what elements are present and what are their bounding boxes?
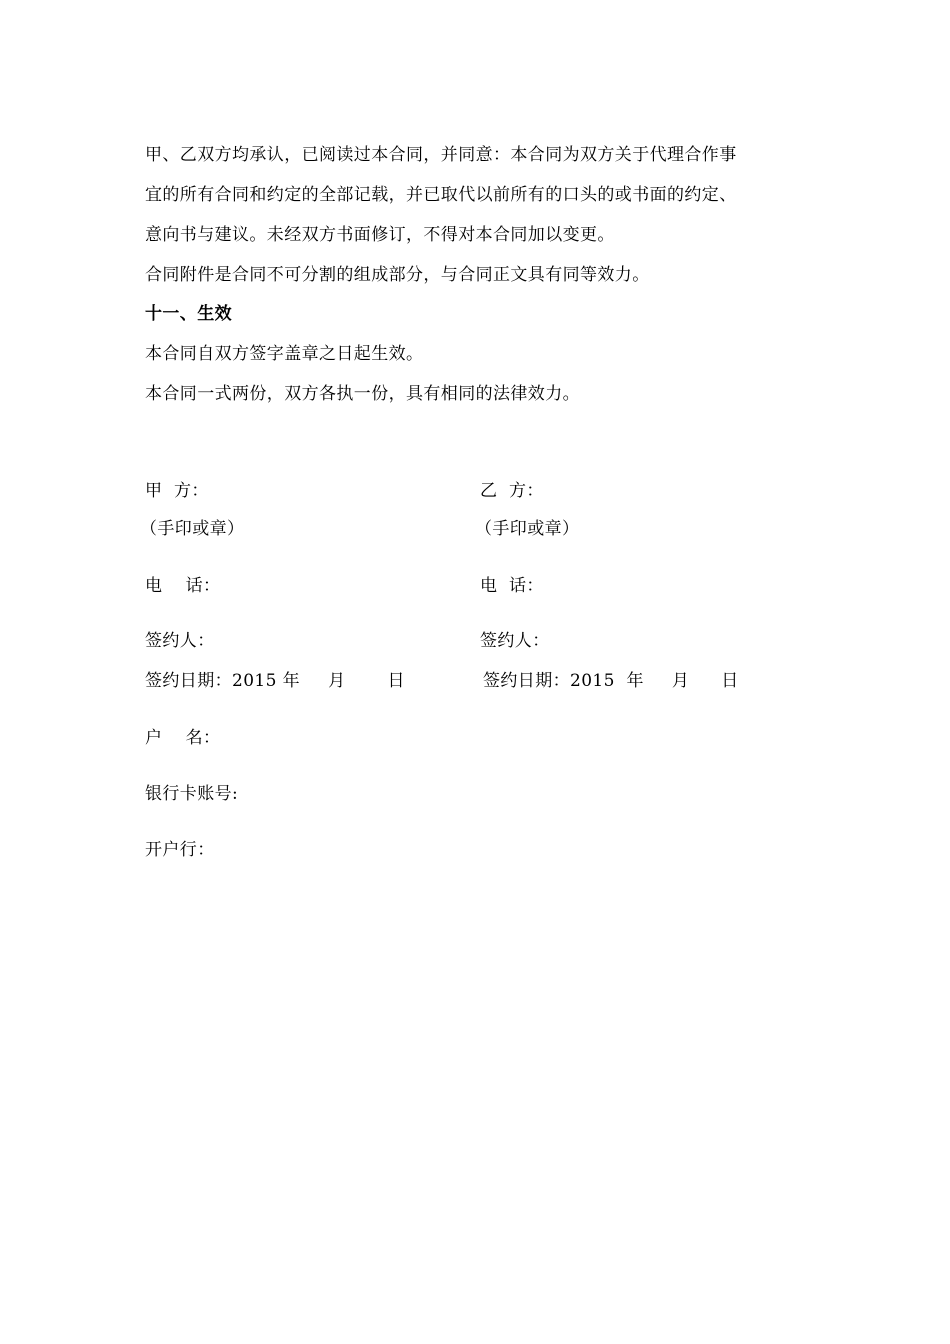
section-heading-effectiveness: 十一、生效 <box>145 304 232 324</box>
party-a-seal: （手印或章） <box>140 519 245 539</box>
paragraph-agreement-line-1: 甲、乙双方均承认，已阅读过本合同，并同意：本合同为双方关于代理合作事 <box>145 145 737 165</box>
bank-name-label: 开户行： <box>145 840 215 860</box>
party-a-signer-label: 签约人： <box>145 631 215 651</box>
paragraph-attachments: 合同附件是合同不可分割的组成部分，与合同正文具有同等效力。 <box>145 265 650 285</box>
party-b-seal: （手印或章） <box>475 519 580 539</box>
paragraph-effective-date: 本合同自双方签字盖章之日起生效。 <box>145 344 424 364</box>
paragraph-agreement-line-2: 宜的所有合同和约定的全部记载，并已取代以前所有的口头的或书面的约定、 <box>145 185 737 205</box>
party-a-date-month: 月 <box>328 671 346 691</box>
party-b-sign-date <box>483 670 739 692</box>
party-b-date-month: 月 <box>671 671 690 691</box>
paragraph-agreement-line-3: 意向书与建议。未经双方书面修订，不得对本合同加以变更。 <box>145 225 615 245</box>
party-a-date-prefix: 签约日期：2015 年 <box>145 671 301 691</box>
bank-card-number-label: 银行卡账号: <box>145 784 239 804</box>
party-b-date-prefix: 签约日期：2015 年 <box>483 671 644 691</box>
party-b-signer-label: 签约人： <box>480 631 550 651</box>
party-a-sign-date <box>145 670 405 692</box>
party-b-label: 乙 方： <box>480 481 544 501</box>
party-b-phone-label: 电 话： <box>480 576 544 596</box>
party-a-phone-label: 电 话： <box>145 576 221 596</box>
party-a-date-day: 日 <box>387 671 405 691</box>
party-a-label: 甲 方： <box>145 481 209 501</box>
paragraph-copies: 本合同一式两份，双方各执一份，具有相同的法律效力。 <box>145 384 580 404</box>
account-name-label: 户 名： <box>145 728 221 748</box>
party-b-date-day: 日 <box>721 671 739 691</box>
